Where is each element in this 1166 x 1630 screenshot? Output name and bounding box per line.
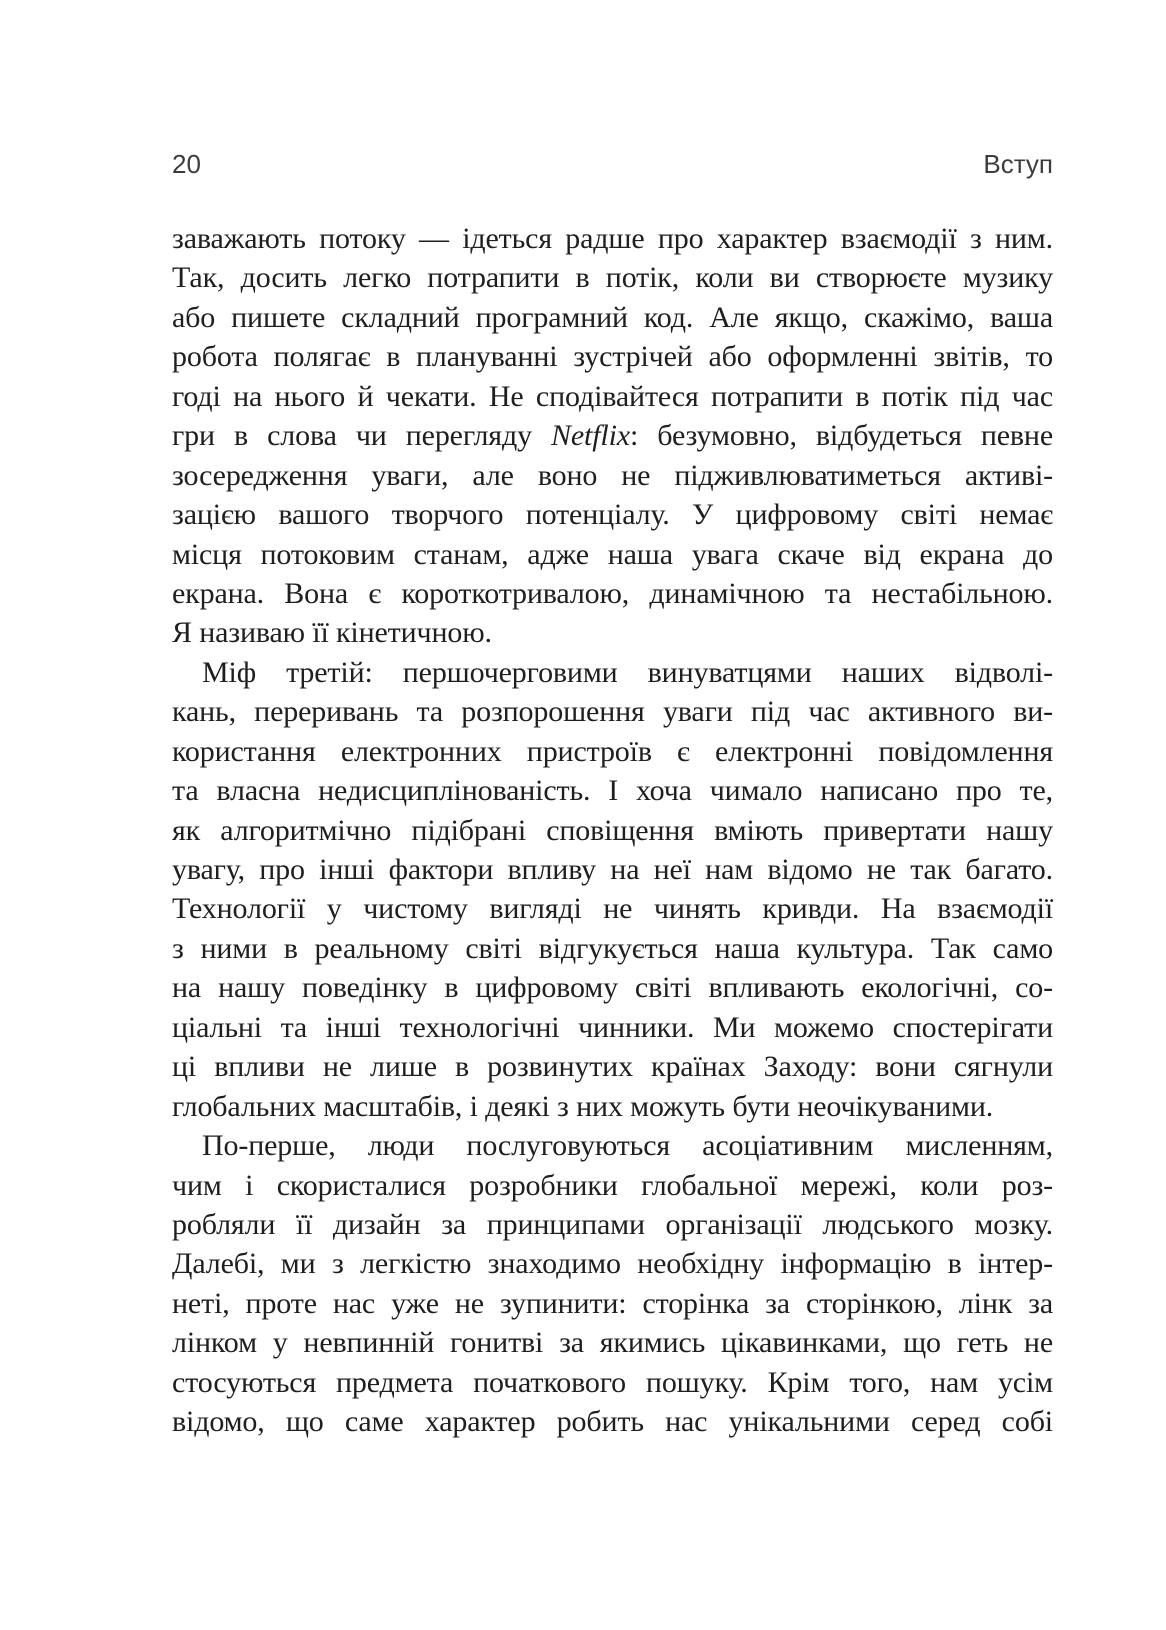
text-line <box>172 495 1053 534</box>
text-line <box>172 1008 1053 1047</box>
text-segment: чим і скористалися розробники глобальної мережі, коли роз- <box>172 1168 1053 1202</box>
text-line <box>172 1363 1053 1402</box>
text-segment: неті, проте нас уже не зупинити: сторінка за сторінкою, лінк за <box>172 1286 1053 1320</box>
text-segment: та власна недисциплінованість. І хоча чимало написано про те, <box>172 774 1053 808</box>
text-segment: або пишете складний програмний код. Але якщо, скажімо, ваша <box>172 300 1053 334</box>
chapter-title: Вступ <box>983 149 1053 179</box>
text-segment: увагу, про інші фактори впливу на неї нам відомо не так багато. <box>172 853 1053 886</box>
text-segment: на нашу поведінку в цифровому світі впливають екологічні, со- <box>172 971 1053 1005</box>
text-line <box>172 771 1053 810</box>
text-line <box>172 298 1053 337</box>
text-line <box>172 258 1053 297</box>
text-segment: ці впливи не лише в розвинутих країнах Заходу: вони сягнули <box>172 1050 1053 1084</box>
text-segment: Так, досить легко потрапити в потік, коли ви створюєте музику <box>172 261 1053 295</box>
paragraph <box>172 219 1053 653</box>
body-text <box>172 219 1053 1442</box>
text-line <box>172 1126 1053 1165</box>
text-line <box>172 968 1053 1007</box>
text-line <box>172 653 1053 692</box>
text-segment: користання електронних пристроїв є електронні повідомлення <box>172 734 1053 768</box>
text-segment: робляли її дизайн за принципами організації людського мозку. <box>172 1207 1053 1241</box>
running-header <box>172 151 1053 177</box>
text-segment: Технології у чистому вигляді не чинять кривди. На взаємодії <box>172 892 1053 926</box>
text-segment: ціальні та інші технологічні чинники. Ми можемо спостерігати <box>172 1010 1053 1044</box>
text-segment: лінком у невпинній гонитві за якимись цікавинками, що геть не <box>172 1326 1053 1360</box>
text-segment: стосуються предмета початкового пошуку. Крім того, нам усім <box>172 1365 1053 1399</box>
page-number: 20 <box>172 149 201 179</box>
text-segment: годі на нього й чекати. Не сподівайтеся потрапити в потік під час <box>172 379 1053 413</box>
text-segment: заважають потоку — ідеться радше про характер взаємодії з ним. <box>172 222 1053 255</box>
text-line <box>172 1402 1053 1441</box>
text-line <box>172 1047 1053 1086</box>
text-line <box>172 377 1053 416</box>
text-line <box>172 811 1053 850</box>
text-line <box>172 1166 1053 1205</box>
text-line <box>172 1087 1053 1126</box>
text-line <box>172 535 1053 574</box>
text-segment: глобальних масштабів, і деякі з них можуть бути неочікуваними. <box>172 1089 994 1123</box>
text-line <box>172 692 1053 731</box>
text-segment: : безумовно, відбудеться певне <box>629 419 1053 453</box>
text-line <box>172 1323 1053 1362</box>
text-segment: зосередження уваги, але воно не підживлюватиметься активі- <box>172 458 1053 492</box>
text-line <box>172 850 1053 889</box>
text-line <box>172 574 1053 613</box>
text-line <box>172 1244 1053 1283</box>
paragraph <box>172 1126 1053 1442</box>
text-segment: кань, переривань та розпорошення уваги під час активного ви- <box>172 695 1053 729</box>
text-segment: Міф третій: першочерговими винуватцями наших відволі- <box>202 655 1053 689</box>
text-segment: відомо, що саме характер робить нас унікальними серед собі <box>172 1405 1053 1439</box>
text-segment: місця потоковим станам, адже наша увага скаче від екрана до <box>172 537 1053 571</box>
text-segment: робота полягає в плануванні зустрічей або оформленні звітів, то <box>172 340 1053 374</box>
paragraph <box>172 653 1053 1126</box>
text-line <box>172 889 1053 928</box>
text-segment: з ними в реальному світі відгукується наша культура. Так само <box>172 931 1053 965</box>
text-segment: Я називаю її кінетичною. <box>172 616 492 650</box>
text-line <box>172 1205 1053 1244</box>
text-line <box>172 1284 1053 1323</box>
text-line <box>172 416 1053 455</box>
text-line <box>172 456 1053 495</box>
text-line <box>172 613 1053 652</box>
text-segment: зацією вашого творчого потенціалу. У цифровому світі немає <box>172 498 1053 532</box>
text-line <box>172 732 1053 771</box>
italic-text-segment: Netflix <box>551 419 630 453</box>
text-line <box>172 337 1053 376</box>
text-segment: По-перше, люди послуговуються асоціативним мисленням, <box>202 1129 1053 1163</box>
text-segment: Далебі, ми з легкістю знаходимо необхідну інформацію в інтер- <box>172 1247 1053 1281</box>
text-line <box>172 929 1053 968</box>
text-segment: гри в слова чи перегляду <box>172 419 552 453</box>
text-segment: як алгоритмічно підібрані сповіщення вміють привертати нашу <box>172 813 1053 847</box>
text-line <box>172 219 1053 258</box>
text-segment: екрана. Вона є короткотривалою, динамічною та нестабільною. <box>172 576 1053 610</box>
